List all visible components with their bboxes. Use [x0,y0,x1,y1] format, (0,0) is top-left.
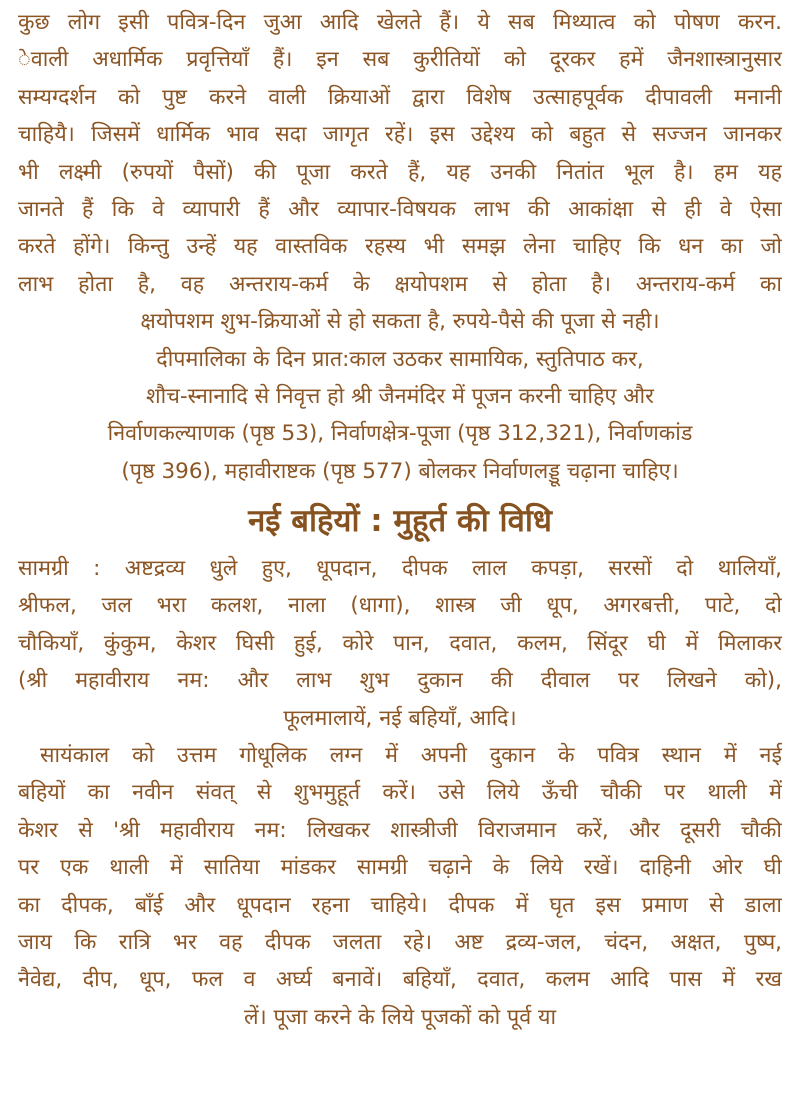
text-line: जाय कि रात्रि भर वह दीपक जलता रहे। अष्ट द्रव्य-जल, चंदन, अक्षत, पुष्प, [18,929,782,955]
text-line: पर एक थाली में सातिया मांडकर सामग्री चढ़ाने के लिये रखें। दाहिनी ओर घी [18,855,782,881]
text-line: केशर से 'श्री महावीराय नम: लिखकर शास्त्रीजी विराजमान करें, और दूसरी चौकी [18,817,782,843]
text-line: दीपमालिका के दिन प्रात:काल उठकर सामायिक, स्तुतिपाठ कर, [156,346,644,372]
text-line: क्षयोपशम शुभ-क्रियाओं से हो सकता है, रुपये-पैसे की पूजा से नही। [140,309,660,335]
text-line: सम्यग्दर्शन को पुष्ट करने वाली क्रियाओं द्वारा विशेष उत्साहपूर्वक दीपावली मनानी [18,84,782,110]
paragraph-materials [18,550,782,737]
paragraph-deepavali-intro [18,4,782,341]
text-line: सायंकाल को उत्तम गोधूलिक लग्न में अपनी दुकान के पवित्र स्थान में नई [40,743,782,769]
text-line: करते होंगे। किन्तु उन्हें यह वास्तविक रहस्य भी समझ लेना चाहिए कि धन का जो [18,234,782,260]
text-line: लें। पूजा करने के लिये पूजकों को पूर्व या [243,1004,557,1030]
text-line: नैवेद्य, दीप, धूप, फल व अर्घ्य बनावें। बहियाँ, दवात, कलम आदि पास में रख [18,967,782,993]
text-line: लाभ होता है, वह अन्तराय-कर्म के क्षयोपशम से होता है। अन्तराय-कर्म का [18,271,782,297]
text-line: निर्वाणकल्याणक (पृष्ठ 53), निर्वाणक्षेत्र-पूजा (पृष्ठ 312,321), निर्वाणकांड [107,421,693,447]
text-line: (श्री महावीराय नम: और लाभ शुभ दुकान की दीवाल पर लिखने को), [18,668,782,694]
text-line: कुछ लोग इसी पवित्र-दिन जुआ आदि खेलते हैं। ये सब मिथ्यात्व को पोषण करन. [18,10,782,35]
text-line: (पृष्ठ 396), महावीराष्टक (पृष्ठ 577) बोलकर निर्वाणलड्डू चढ़ाना चाहिए। [121,458,679,484]
text-line: शौच-स्नानादि से निवृत्त हो श्री जैनमंदिर में पूजन करनी चाहिए और [146,383,654,409]
text-line: भी लक्ष्मी (रुपयों पैसों) की पूजा करते हैं, यह उनकी नितांत भूल है। हम यह [18,159,782,185]
section-heading: नई बहियों : मुहूर्त की विधि [248,503,552,540]
text-line: बहियों का नवीन संवत् से शुभमुहूर्त करें। उसे लिये ऊँची चौकी पर थाली में [18,780,782,806]
paragraph-evening-procedure [18,737,782,1036]
text-line: फूलमालायें, नई बहियाँ, आदि। [283,705,517,731]
paragraph-morning-ritual [18,341,782,491]
text-line: का दीपक, बाँई और धूपदान रहना चाहिये। दीपक में घृत इस प्रमाण से डाला [18,892,782,918]
text-line: चौकियाँ, कुंकुम, केशर घिसी हुई, कोरे पान, दवात, कलम, सिंदूर घी में मिलाकर [18,630,782,656]
text-line: सामग्री : अष्टद्रव्य धुले हुए, धूपदान, दीपक लाल कपड़ा, सरसों दो थालियाँ, [18,556,782,582]
text-line: श्रीफल, जल भरा कलश, नाला (धागा), शास्त्र जी धूप, अगरबत्ती, पाटे, दो [18,593,782,619]
document-page [18,4,782,1036]
text-line: जानते हैं कि वे व्यापारी हैं और व्यापार-विषयक लाभ की आकांक्षा से ही वे ऐसा [18,196,782,222]
text-line: ेवाली अधार्मिक प्रवृत्तियाँ हैं। इन सब कुरीतियों को दूरकर हमें जैनशास्त्रानुसार [18,47,782,73]
text-line: चाहियै। जिसमें धार्मिक भाव सदा जागृत रहें। इस उद्देश्य को बहुत से सज्जन जानकर [18,122,782,148]
